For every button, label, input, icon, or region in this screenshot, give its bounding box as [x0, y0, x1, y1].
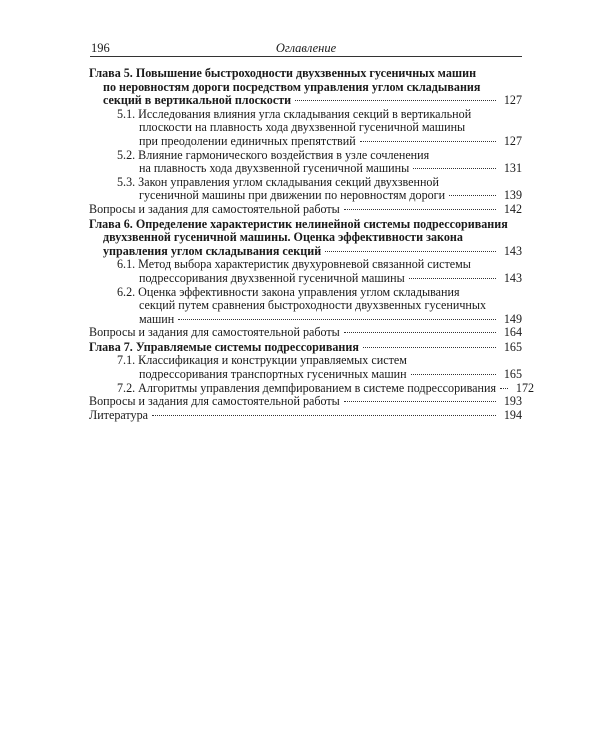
toc-page-number: 172	[515, 380, 535, 395]
toc-line	[89, 94, 522, 108]
toc-entry-plain	[89, 409, 522, 423]
toc-line	[117, 380, 535, 396]
toc-entry-plain	[89, 395, 522, 409]
toc-entry-section	[117, 258, 522, 285]
dot-leader	[409, 278, 496, 279]
dot-leader	[344, 209, 496, 210]
toc-line	[117, 108, 522, 122]
toc-page-number: 139	[503, 188, 522, 203]
toc-entry-chapter	[89, 67, 522, 108]
toc-entry-title: двухзвенной гусеничной машины. Оценка эффективности закона	[103, 230, 463, 245]
page-header	[90, 40, 522, 57]
dot-leader	[500, 388, 508, 389]
toc-entry-title: 6.2. Оценка эффективности закона управления углом складывания	[117, 284, 460, 299]
toc-line	[89, 395, 522, 409]
dot-leader	[344, 401, 496, 402]
toc-page-number: 193	[503, 394, 522, 409]
toc-entry-title: 7.1. Классификация и конструкции управляемых систем	[117, 353, 407, 368]
dot-leader	[363, 347, 496, 348]
toc-entry-title: Вопросы и задания для самостоятельной работы	[89, 325, 340, 340]
toc-entry-title: Глава 7. Управляемые системы подрессоривания	[89, 339, 359, 354]
toc-line	[89, 231, 522, 245]
running-title: Оглавление	[275, 41, 337, 55]
toc-entry-title: 5.3. Закон управления углом складывания секций двухзвенной	[117, 174, 439, 189]
toc-entry-title: 6.1. Метод выбора характеристик двухуровневой связанной системы	[117, 257, 471, 272]
dot-leader	[295, 100, 496, 101]
toc-page-number: 149	[503, 311, 522, 326]
toc-entry-section	[117, 149, 522, 176]
toc-entry-plain	[89, 203, 522, 217]
toc-entry-section	[117, 108, 522, 149]
toc-entry-title: Литература	[89, 407, 149, 422]
toc-entry-title: Глава 6. Определение характеристик нелинейной системы подрессоривания	[89, 216, 508, 231]
toc-entry-title: управления углом складывания секций	[103, 243, 322, 258]
dot-leader	[178, 319, 496, 320]
toc-page-number: 143	[503, 243, 522, 258]
toc-page-number: 165	[503, 339, 522, 354]
toc-line	[117, 121, 522, 135]
toc-entry-title: подрессоривания двухзвенной гусеничной машины	[139, 270, 405, 285]
toc-line	[89, 341, 522, 355]
toc-page-number: 194	[503, 407, 522, 422]
toc-entry-title: 5.2. Влияние гармонического воздействия в узле сочленения	[117, 147, 430, 162]
toc-entry-title: на плавность хода двухзвенной гусеничной машины	[139, 161, 410, 176]
toc-entry-title: подрессоривания транспортных гусеничных машин	[139, 367, 407, 382]
toc-line	[117, 286, 522, 300]
toc-entry-title: машин	[139, 311, 175, 326]
toc-line	[89, 67, 522, 81]
toc-entry-title: секций путем сравнения быстроходности двухзвенных гусеничных	[139, 298, 487, 313]
toc-page-number: 164	[503, 325, 522, 340]
toc-line	[89, 326, 522, 340]
dot-leader	[449, 195, 496, 196]
toc-line	[89, 81, 522, 95]
toc-entry-title: плоскости на плавность хода двухзвенной гусеничной машины	[139, 120, 466, 135]
toc-line	[89, 245, 522, 259]
toc-line	[117, 189, 522, 203]
toc-line	[117, 299, 522, 313]
toc-line	[117, 354, 522, 368]
toc-entry-title: секций в вертикальной плоскости	[103, 93, 292, 108]
toc-line	[89, 218, 522, 232]
toc-line	[89, 203, 522, 217]
toc-entry-section	[117, 286, 522, 327]
table-of-contents	[89, 66, 535, 422]
toc-line	[89, 409, 522, 423]
toc-line	[117, 149, 522, 163]
toc-entry-title: по неровностям дороги посредством управления углом складывания	[103, 79, 481, 94]
toc-entry-section	[117, 354, 522, 381]
toc-entry-title: Вопросы и задания для самостоятельной работы	[89, 394, 340, 409]
toc-entry-title: 5.1. Исследования влияния угла складывания секций в вертикальной	[117, 106, 472, 121]
toc-entry-title: Вопросы и задания для самостоятельной работы	[89, 201, 340, 216]
toc-line	[117, 313, 522, 327]
toc-page-number: 127	[503, 133, 522, 148]
toc-page-number: 131	[503, 161, 522, 176]
dot-leader	[152, 415, 496, 416]
toc-entry-chapter	[89, 341, 522, 355]
toc-line	[117, 162, 522, 176]
dot-leader	[360, 141, 496, 142]
toc-line	[117, 258, 522, 272]
dot-leader	[325, 251, 496, 252]
toc-line	[117, 272, 522, 286]
toc-entry-plain	[89, 326, 522, 340]
toc-entry-title: гусеничной машины при движении по неровностям дороги	[139, 188, 446, 203]
toc-line	[117, 368, 522, 382]
page-number: 196	[91, 41, 110, 55]
toc-entry-section	[117, 380, 535, 396]
toc-page-number: 143	[503, 270, 522, 285]
toc-entry-title: при преодолении единичных препятствий	[139, 133, 356, 148]
dot-leader	[344, 332, 496, 333]
dot-leader	[413, 168, 496, 169]
toc-line	[117, 176, 522, 190]
toc-line	[117, 135, 522, 149]
toc-page-number: 142	[503, 201, 522, 216]
toc-page-number: 127	[503, 93, 522, 108]
dot-leader	[411, 374, 496, 375]
toc-entry-title: Глава 5. Повышение быстроходности двухзвенных гусеничных машин	[89, 66, 477, 80]
toc-entry-section	[117, 176, 522, 203]
toc-page-number: 165	[503, 367, 522, 382]
toc-entry-title: 7.2. Алгоритмы управления демпфированием в системе подрессоривания	[117, 380, 497, 395]
toc-entry-chapter	[89, 218, 522, 259]
